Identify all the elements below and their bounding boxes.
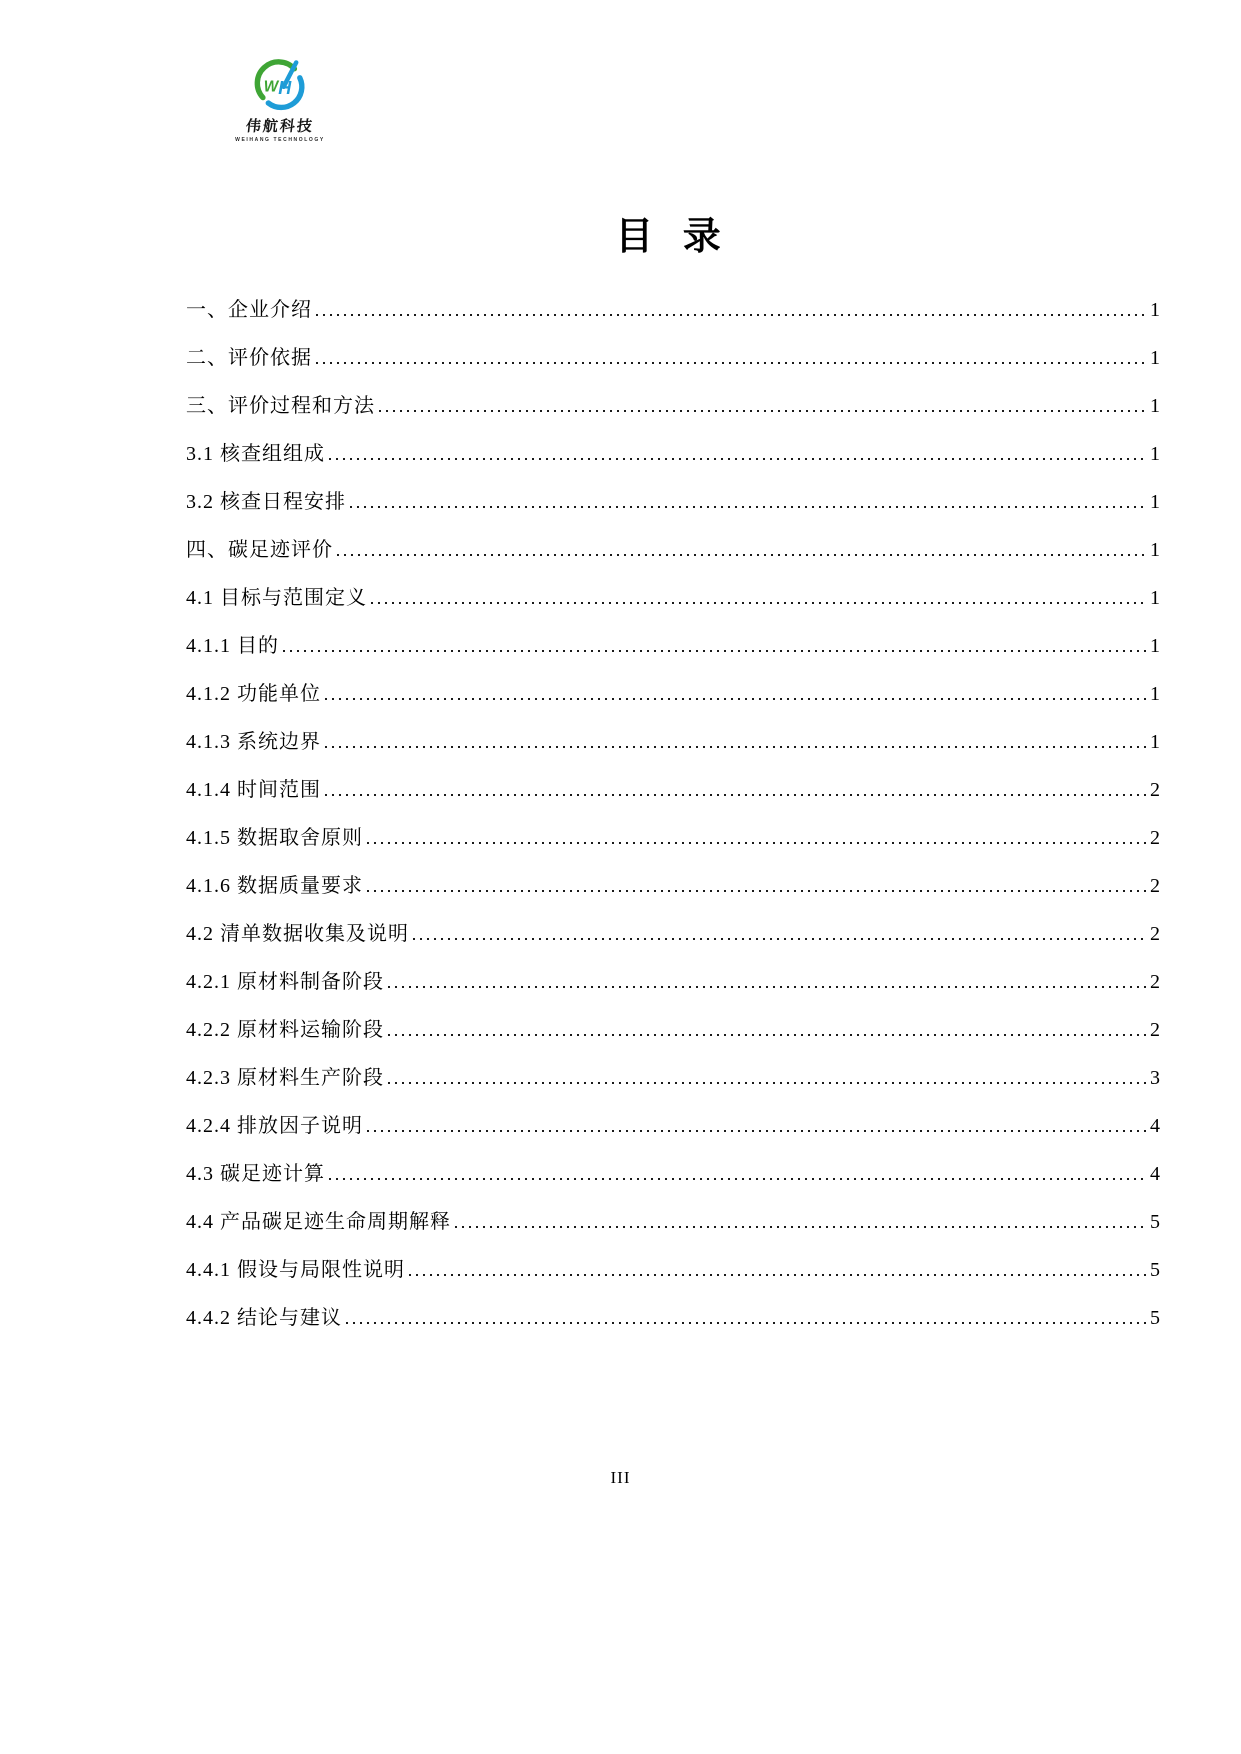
toc-leader-dots bbox=[388, 986, 1146, 988]
toc-entry-page: 1 bbox=[1150, 587, 1160, 609]
toc-entry-label: 4.1.3 系统边界 bbox=[186, 731, 321, 753]
toc-entry-row bbox=[186, 714, 1160, 762]
logo-letter-h: H bbox=[278, 78, 292, 98]
logo-circle-icon bbox=[253, 58, 307, 112]
toc-entry-label: 4.1.2 功能单位 bbox=[186, 683, 321, 705]
toc-leader-dots bbox=[325, 746, 1146, 748]
toc-entry-row bbox=[186, 1194, 1160, 1242]
toc-entry-row bbox=[186, 618, 1160, 666]
toc-entry-page: 2 bbox=[1150, 827, 1160, 849]
toc-entry-label: 4.1.4 时间范围 bbox=[186, 779, 321, 801]
toc-entry-page: 3 bbox=[1150, 1067, 1160, 1089]
toc-entry-label: 4.2 清单数据收集及说明 bbox=[186, 923, 409, 945]
toc-entry-row bbox=[186, 1290, 1160, 1338]
toc-entry-label: 3.1 核查组组成 bbox=[186, 443, 325, 465]
toc-list bbox=[186, 282, 1160, 1338]
toc-entry-label: 4.1.1 目的 bbox=[186, 635, 279, 657]
toc-entry-label: 4.1.6 数据质量要求 bbox=[186, 875, 363, 897]
toc-entry-label: 4.2.1 原材料制备阶段 bbox=[186, 971, 384, 993]
toc-entry-page: 1 bbox=[1150, 491, 1160, 513]
toc-entry-row bbox=[186, 1146, 1160, 1194]
toc-leader-dots bbox=[367, 890, 1146, 892]
toc-entry-row bbox=[186, 954, 1160, 1002]
toc-entry-page: 4 bbox=[1150, 1163, 1160, 1185]
toc-entry-page: 4 bbox=[1150, 1115, 1160, 1137]
toc-leader-dots bbox=[455, 1226, 1146, 1228]
toc-leader-dots bbox=[329, 458, 1146, 460]
toc-entry-row bbox=[186, 282, 1160, 330]
toc-entry-row bbox=[186, 762, 1160, 810]
toc-leader-dots bbox=[283, 650, 1146, 652]
toc-entry-row bbox=[186, 906, 1160, 954]
toc-entry-page: 5 bbox=[1150, 1211, 1160, 1233]
toc-leader-dots bbox=[367, 1130, 1146, 1132]
toc-entry-label: 4.1 目标与范围定义 bbox=[186, 587, 367, 609]
toc-entry-row bbox=[186, 1050, 1160, 1098]
toc-entry-row bbox=[186, 330, 1160, 378]
logo-letter-w: W bbox=[263, 78, 279, 96]
toc-entry-row bbox=[186, 858, 1160, 906]
toc-entry-page: 1 bbox=[1150, 347, 1160, 369]
toc-entry-row bbox=[186, 474, 1160, 522]
toc-entry-row bbox=[186, 1098, 1160, 1146]
footer-page-number: III bbox=[610, 1468, 631, 1487]
toc-entry-page: 1 bbox=[1150, 539, 1160, 561]
toc-leader-dots bbox=[325, 794, 1146, 796]
toc-entry-row bbox=[186, 522, 1160, 570]
toc-leader-dots bbox=[388, 1082, 1146, 1084]
toc-leader-dots bbox=[367, 842, 1146, 844]
toc-entry-page: 1 bbox=[1150, 683, 1160, 705]
toc-entry-label: 二、评价依据 bbox=[186, 347, 312, 369]
toc-entry-page: 1 bbox=[1150, 443, 1160, 465]
toc-leader-dots bbox=[325, 698, 1146, 700]
toc-leader-dots bbox=[409, 1274, 1146, 1276]
toc-entry-page: 2 bbox=[1150, 779, 1160, 801]
toc-leader-dots bbox=[316, 314, 1146, 316]
toc-entry-page: 1 bbox=[1150, 395, 1160, 417]
company-logo bbox=[234, 58, 326, 143]
company-name-cn: 伟航科技 bbox=[244, 118, 315, 135]
toc-entry-page: 1 bbox=[1150, 635, 1160, 657]
toc-leader-dots bbox=[350, 506, 1146, 508]
toc-entry-page: 1 bbox=[1150, 731, 1160, 753]
toc-entry-label: 四、碳足迹评价 bbox=[186, 539, 333, 561]
toc-entry-label: 3.2 核查日程安排 bbox=[186, 491, 346, 513]
toc-leader-dots bbox=[379, 410, 1146, 412]
toc-entry-row bbox=[186, 666, 1160, 714]
toc-entry-label: 4.1.5 数据取舍原则 bbox=[186, 827, 363, 849]
toc-entry-page: 2 bbox=[1150, 875, 1160, 897]
toc-leader-dots bbox=[346, 1322, 1146, 1324]
toc-leader-dots bbox=[413, 938, 1146, 940]
toc-entry-row bbox=[186, 1242, 1160, 1290]
toc-leader-dots bbox=[371, 602, 1146, 604]
page-title: 目 录 bbox=[615, 216, 731, 258]
toc-entry-page: 1 bbox=[1150, 299, 1160, 321]
toc-entry-row bbox=[186, 810, 1160, 858]
toc-entry-row bbox=[186, 1002, 1160, 1050]
toc-entry-page: 2 bbox=[1150, 923, 1160, 945]
toc-leader-dots bbox=[316, 362, 1146, 364]
toc-entry-row bbox=[186, 378, 1160, 426]
toc-entry-label: 4.3 碳足迹计算 bbox=[186, 1163, 325, 1185]
toc-leader-dots bbox=[337, 554, 1146, 556]
toc-entry-row bbox=[186, 426, 1160, 474]
toc-entry-page: 2 bbox=[1150, 971, 1160, 993]
toc-leader-dots bbox=[388, 1034, 1146, 1036]
toc-entry-page: 5 bbox=[1150, 1259, 1160, 1281]
toc-entry-label: 4.2.3 原材料生产阶段 bbox=[186, 1067, 384, 1089]
toc-entry-label: 三、评价过程和方法 bbox=[186, 395, 375, 417]
toc-leader-dots bbox=[329, 1178, 1146, 1180]
toc-entry-row bbox=[186, 570, 1160, 618]
toc-entry-page: 2 bbox=[1150, 1019, 1160, 1041]
toc-entry-label: 一、企业介绍 bbox=[186, 299, 312, 321]
company-name-en: WEIHANG TECHNOLOGY bbox=[235, 137, 325, 143]
toc-entry-label: 4.4.1 假设与局限性说明 bbox=[186, 1259, 405, 1281]
toc-entry-page: 5 bbox=[1150, 1307, 1160, 1329]
toc-entry-label: 4.2.2 原材料运输阶段 bbox=[186, 1019, 384, 1041]
toc-entry-label: 4.4.2 结论与建议 bbox=[186, 1307, 342, 1329]
toc-entry-label: 4.4 产品碳足迹生命周期解释 bbox=[186, 1211, 451, 1233]
toc-entry-label: 4.2.4 排放因子说明 bbox=[186, 1115, 363, 1137]
